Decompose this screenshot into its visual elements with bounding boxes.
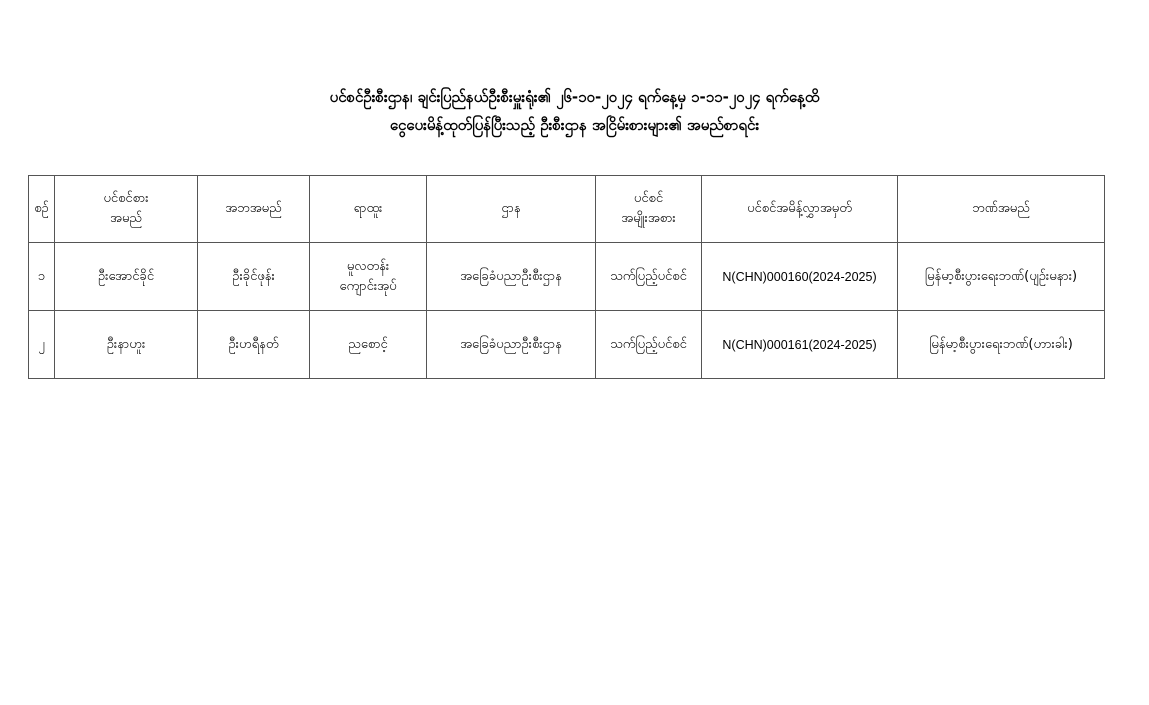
table-row bbox=[29, 243, 1105, 311]
cell-pension-type: သက်ပြည့်ပင်စင် bbox=[596, 243, 702, 311]
cell-department: အခြေခံပညာဦးစီးဌာန bbox=[427, 311, 596, 379]
cell-bank-name: မြန်မာ့စီးပွားရေးဘဏ်(ပျဉ်းမနား) bbox=[898, 243, 1105, 311]
cell-bank-name: မြန်မာ့စီးပွားရေးဘဏ်(ဟားခါး) bbox=[898, 311, 1105, 379]
document-title-line-1: ပင်စင်ဦးစီးဌာန၊ ချင်းပြည်နယ်ဦးစီးမှူးရုံး၏ ၂၆-၁၀-၂၀၂၄ ရက်နေ့မှ ၁-၁၁-၂၀၂၄ ရက်နေ့ထိ bbox=[329, 88, 820, 106]
cell-serial-no: ၂ bbox=[29, 311, 55, 379]
cell-pension-type: သက်ပြည့်ပင်စင် bbox=[596, 311, 702, 379]
cell-father-name: ဦးဟရီနတ် bbox=[198, 311, 310, 379]
cell-father-name: ဦးခိုင်ဖုန်း bbox=[198, 243, 310, 311]
cell-position: ညစောင့် bbox=[310, 311, 427, 379]
header-position: ရာထူး bbox=[310, 176, 427, 243]
header-department: ဌာန bbox=[427, 176, 596, 243]
cell-serial-no: ၁ bbox=[29, 243, 55, 311]
cell-position: မူလတန်း ကျောင်းအုပ် bbox=[310, 243, 427, 311]
cell-pensioner-name: ဦးအောင်ခိုင် bbox=[55, 243, 198, 311]
header-father-name: အဘအမည် bbox=[198, 176, 310, 243]
header-pension-type: ပင်စင် အမျိုးအစား bbox=[596, 176, 702, 243]
document-title-line-2: ငွေပေးမိန့်ထုတ်ပြန်ပြီးသည့် ဦးစီးဌာန အငြိမ်းစားများ၏ အမည်စာရင်း bbox=[389, 116, 760, 134]
header-pensioner-name: ပင်စင်စား အမည် bbox=[55, 176, 198, 243]
header-pension-order-no: ပင်စင်အမိန့်လွှာအမှတ် bbox=[702, 176, 898, 243]
header-bank-name: ဘဏ်အမည် bbox=[898, 176, 1105, 243]
cell-pensioner-name: ဦးနာဟူး bbox=[55, 311, 198, 379]
table-row bbox=[29, 311, 1105, 379]
table-header-row bbox=[29, 176, 1105, 243]
header-serial-no: စဉ် bbox=[29, 176, 55, 243]
cell-pension-order-no: N(CHN)000161(2024-2025) bbox=[702, 311, 898, 379]
cell-department: အခြေခံပညာဦးစီးဌာန bbox=[427, 243, 596, 311]
pensioner-table bbox=[28, 175, 1105, 379]
cell-pension-order-no: N(CHN)000160(2024-2025) bbox=[702, 243, 898, 311]
